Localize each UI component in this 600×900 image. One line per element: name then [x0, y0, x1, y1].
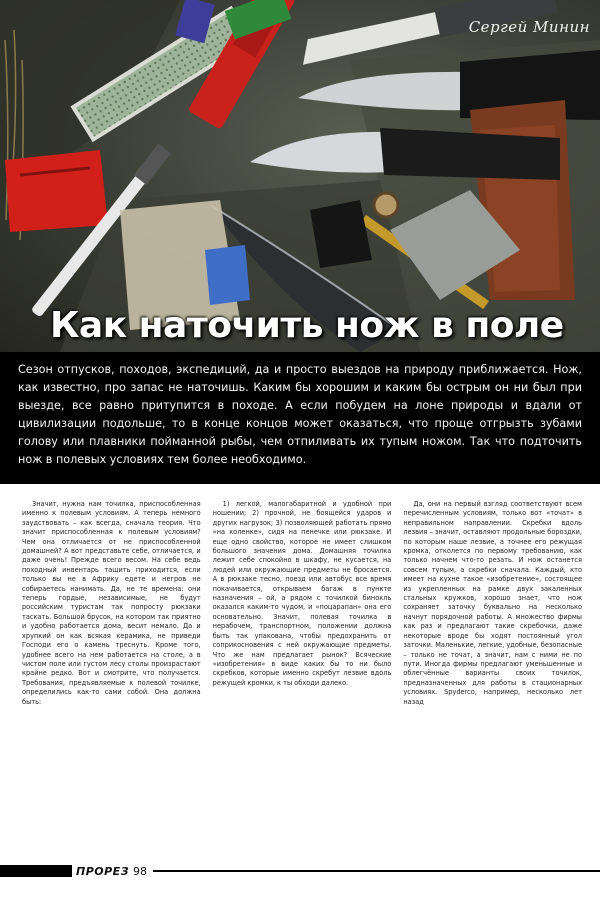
page-footer — [0, 862, 600, 880]
article-body — [22, 500, 582, 840]
lead-paragraph: Сезон отпусков, походов, экспедиций, да и просто выездов на природу приближается. Нож, как известно, про запас не наточишь. Каким бы хорошим и каким бы острым он ни был при выезде, все равно притупится в походе. А если побудем на лоне природы и вдали от цивилизации подольше, то в конце концов может оказаться, что проще отгрызть зубами голову или плавники пойманной рыбы, чем отпиливать их тупым ножом. Так что подточить нож в полевых условиях тем более необходимо. — [0, 352, 600, 484]
column-text: 1) легкой, малогабаритной и удобной при ношении; 2) прочной, не боящейся ударов и других нагрузок; 3) позволяющей работать прямо «на коленке», сидя на пенечке или рюкзаке. И еще одно свойство, которое не имеет слишком большого значения дома. Домашняя точилка лежит себе спокойно в шкафу, не кусается, на людей или окружающие предметы не бросается. А в рюкзаке тесно, поезд или автобус все время покачивается, открываем багаж в пункте назначения – ой, а рядом с точилкой бинокль оказался каким-то чудом, и «поцарапан» она его основательно. Значит, полевая точилка в нерабочем, транспортном, положении должна быть так упакована, чтобы предохранить от соприкосновения с ней окружающие предметы. Что же нам предлагает рынок? Всяческие «изобретения» в виде каких бы то ни было скребков, которые именно скребут лезвие вдоль режущей кромки, к ты обходи далеко. — [212, 500, 392, 687]
article-column-3 — [403, 500, 582, 840]
column-text: Значит, нужна нам точилка, приспособленная именно к полевым условиям. А теперь немного заудствовать – как всегда, сначала теория. Что значит приспособленная к полевым условиям? Чем она отличается от не приспособленной домашней? А вот представьте себе, отличается, и даже очень! Прежде всего весом. На себе ведь походный инвентарь тащить приходится, если только вы не в Африку едете и негров не собираетесь нанимать. Да, не те времена: они теперь гордые, независимые, не будут российским туристам так попросту рюкзаки таскать. Большой брусок, на котором так приятно и удобно работается дома, весит немало. Да и хрупкий он как всякая керамика, не приведи Господи его о камень треснуть. Кроме того, удобнее всего на нем работается на столе, а в чистом поле или густом лесу столы произрастают крайне редко. Вот и смотрите, что получается. Требования, предъявляемые к полевой точилке, определились как-то сами собой. Она должна быть: — [22, 500, 201, 706]
magazine-brand: ПРОРЕЗ — [76, 864, 130, 878]
footer-bar-left — [0, 865, 72, 877]
article-title: Как наточить нож в поле — [50, 305, 564, 346]
header-photo — [0, 0, 600, 352]
page-number: 98 — [133, 864, 148, 878]
author-name: Сергей Минин — [468, 18, 590, 36]
article-column-2 — [213, 500, 392, 840]
article-column-1 — [22, 500, 201, 840]
knives-photo-illustration — [0, 0, 600, 352]
footer-rule — [153, 870, 600, 872]
column-text: Да, они на первый взгляд соответствуют всем перечисленным условиям, только вот «точат» в неправильном направлении. Скребки вдоль лезвия – значит, оставляют продольные бороздки, по которым наше лезвие, а точнее его режущая кромка, отколется по первому требованию, как только начнем что-то резать. И нож останется совсем тупым, а скребки сначала. Каждый, кто имеет на кухне такое «изобретение», состоящее из укрепленных на рамке двух закаленных стальных кружков, хорошо знает, что нож сохраняет заточку буквально на несколько начнут порядочной работы. А множество фирмы как раз и предлагают такие скребочки, даже некоторые вроде бы ходят постоянный угол заточки. Маленькие, легкие, удобные, безопасные – только не точат, а значит, нам с ними не по пути. Иногда фирмы предлагают уменьшенные и облегчённые варианты своих точилок, предназначенных для работы в стационарных условиях. Spyderco, например, несколько лет назад — [403, 500, 583, 706]
